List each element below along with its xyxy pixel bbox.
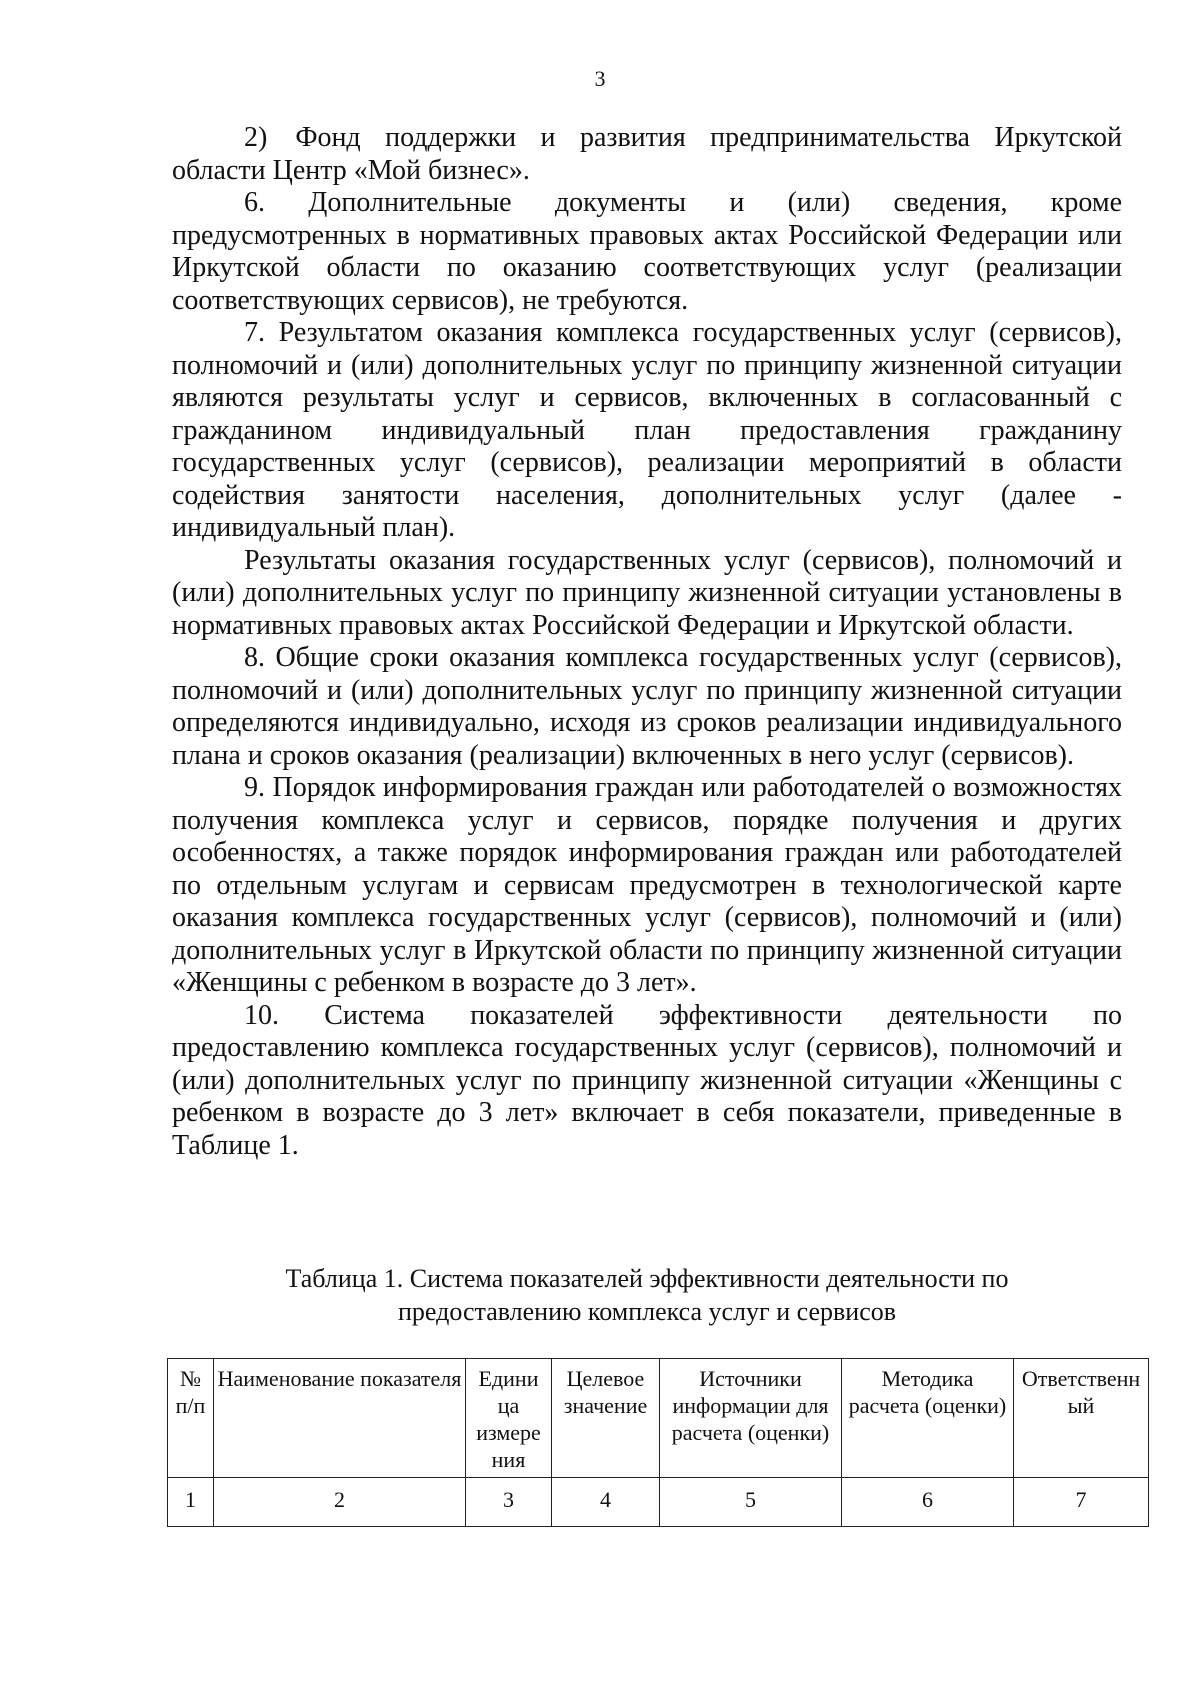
header-responsible: Ответственн ый bbox=[1014, 1359, 1149, 1478]
paragraph-9-informing-procedure: 9. Порядок информирования граждан или работодателей о возможностях получения комплекса услуг и сервисов, порядке получения и других особенностях, а также порядок информирования граждан или работодателей по отдельным услугам и сервисам предусмотрен в технологической карте оказания комплекса государственных услуг (сервисов), полномочий и (или) дополнительных услуг в Иркутской области по принципу жизненной ситуации «Женщины с ребенком в возрасте до 3 лет». bbox=[172, 772, 1122, 998]
table-row bbox=[168, 1478, 1149, 1527]
paragraph-results-established: Результаты оказания государственных услуг (сервисов), полномочий и (или) дополнительных услуг по принципу жизненной ситуации установлены в нормативных правовых актах Российской Федерации и Иркутской области. bbox=[172, 544, 1122, 641]
paragraph-7-result: 7. Результатом оказания комплекса государственных услуг (сервисов), полномочий и (или) дополнительных услуг по принципу жизненной ситуации являются результаты услуг и сервисов, включенных в согласованный с гражданином индивидуальный план предоставления гражданину государственных услуг (сервисов), реализации мероприятий в области содействия занятости населения, дополнительных услуг (далее - индивидуальный план). bbox=[172, 317, 1122, 543]
table-cell: 5 bbox=[660, 1478, 842, 1527]
paragraph-item-2: 2) Фонд поддержки и развития предпринимательства Иркутской области Центр «Мой бизнес». bbox=[172, 122, 1122, 186]
table-caption bbox=[172, 1262, 1122, 1328]
table-cell: 4 bbox=[552, 1478, 660, 1527]
indicators-table bbox=[167, 1358, 1149, 1527]
table-cell: 3 bbox=[466, 1478, 552, 1527]
table-header-row bbox=[168, 1359, 1149, 1478]
paragraph-10-indicator-system: 10. Система показателей эффективности деятельности по предоставлению комплекса государственных услуг (сервисов), полномочий и (или) дополнительных услуг по принципу жизненной ситуации «Женщины с ребенком в возрасте до 3 лет» включает в себя показатели, приведенные в Таблице 1. bbox=[172, 999, 1122, 1161]
header-calculation-method: Методика расчета (оценки) bbox=[842, 1359, 1014, 1478]
header-number: № п/п bbox=[168, 1359, 214, 1478]
table-cell: 6 bbox=[842, 1478, 1014, 1527]
header-indicator-name: Наименование показателя bbox=[214, 1359, 466, 1478]
document-body bbox=[172, 122, 1122, 1162]
paragraph-6-additional-documents: 6. Дополнительные документы и (или) сведения, кроме предусмотренных в нормативных правовых актах Российской Федерации или Иркутской области по оказанию соответствующих услуг (реализации соответствующих сервисов), не требуются. bbox=[172, 187, 1122, 316]
paragraph-8-terms: 8. Общие сроки оказания комплекса государственных услуг (сервисов), полномочий и (или) дополнительных услуг по принципу жизненной ситуации определяются индивидуально, исходя из сроков реализации индивидуального плана и сроков оказания (реализации) включенных в него услуг (сервисов). bbox=[172, 642, 1122, 771]
table-caption-line-2: предоставлению комплекса услуг и сервисов bbox=[397, 1297, 897, 1326]
table-cell: 1 bbox=[168, 1478, 214, 1527]
table-cell: 2 bbox=[214, 1478, 466, 1527]
table-caption-line-1: Таблица 1. Система показателей эффективности деятельности по bbox=[285, 1264, 1009, 1293]
page-number: 3 bbox=[594, 66, 606, 91]
table-cell: 7 bbox=[1014, 1478, 1149, 1527]
header-target-value: Целевое значение bbox=[552, 1359, 660, 1478]
header-unit: Едини ца измере ния bbox=[466, 1359, 552, 1478]
header-information-sources: Источники информации для расчета (оценки) bbox=[660, 1359, 842, 1478]
